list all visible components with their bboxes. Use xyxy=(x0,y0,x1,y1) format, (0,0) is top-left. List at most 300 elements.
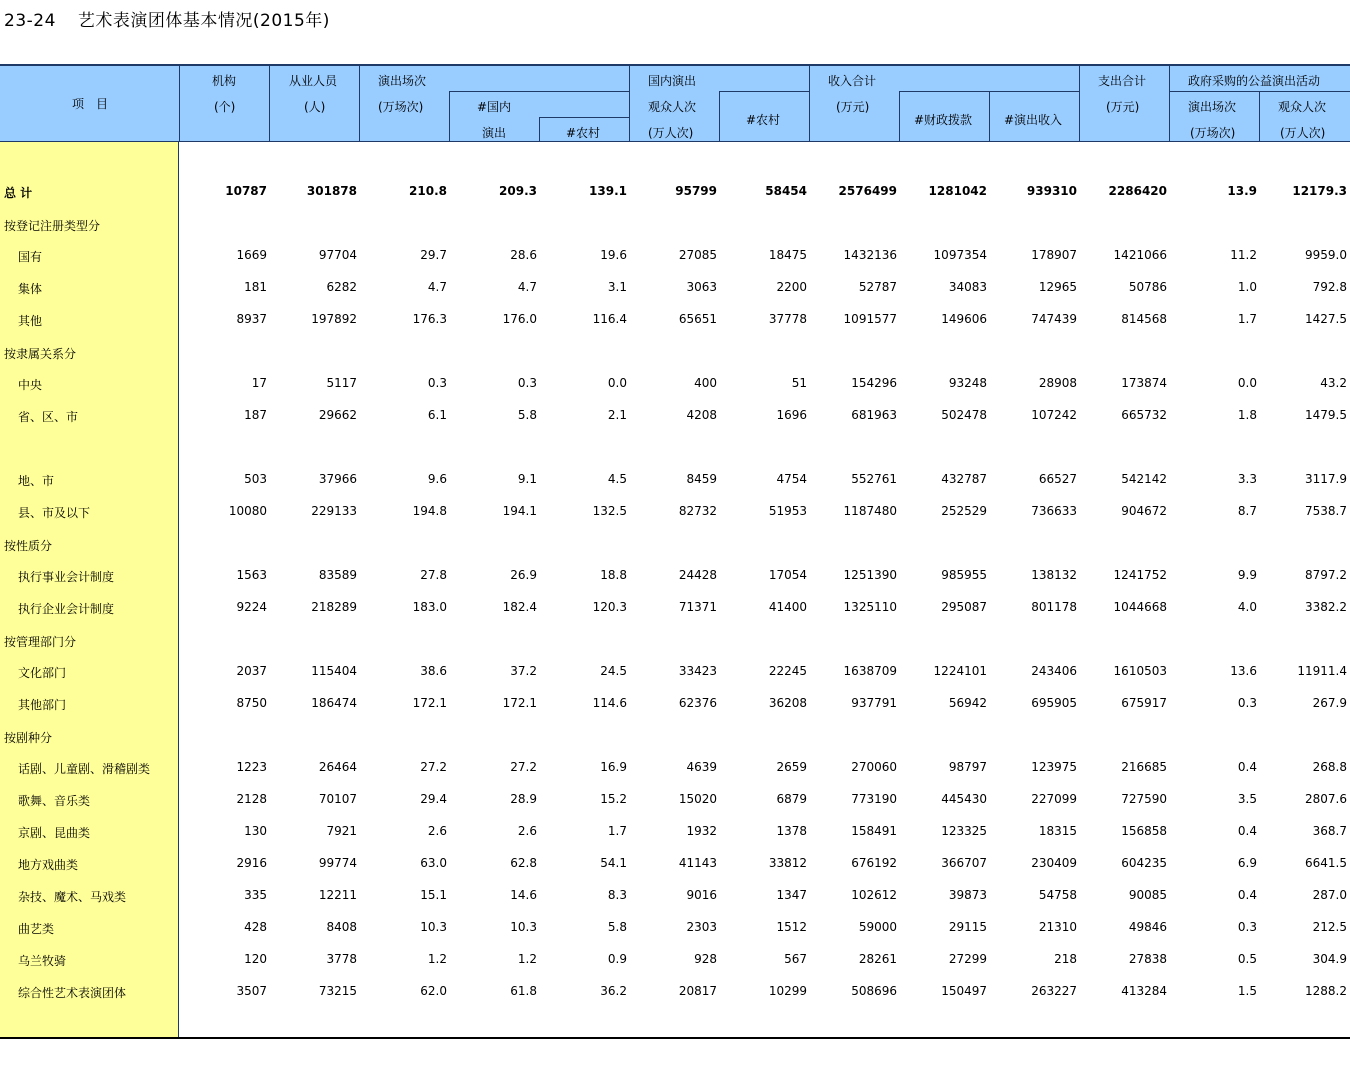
table-row xyxy=(0,950,1350,970)
cell-rural-audience: 51 xyxy=(791,376,807,390)
cell-rural-performances: 0.0 xyxy=(607,376,627,390)
header-perf-income: #演出收入 xyxy=(1004,113,1063,127)
cell-gov-performances: 8.7 xyxy=(1237,504,1257,518)
cell-fiscal-appropriation: 29115 xyxy=(948,920,987,934)
cell-performances: 9.6 xyxy=(427,472,447,486)
cell-rural-audience: 33812 xyxy=(768,856,807,870)
table-row xyxy=(0,854,1350,874)
cell-domestic-performances: 4.7 xyxy=(517,280,537,294)
cell-fiscal-appropriation: 27299 xyxy=(948,952,987,966)
cell-rural-performances: 54.1 xyxy=(600,856,627,870)
table-row xyxy=(0,374,1350,394)
cell-rural-audience: 1696 xyxy=(776,408,807,422)
row-label: 歌舞、音乐类 xyxy=(18,794,91,808)
table-row xyxy=(0,310,1350,330)
cell-gov-performances: 1.0 xyxy=(1237,280,1257,294)
cell-income: 676192 xyxy=(851,856,897,870)
cell-domestic-audience: 71371 xyxy=(678,600,717,614)
cell-rural-audience: 1378 xyxy=(776,824,807,838)
cell-performance-income: 227099 xyxy=(1031,792,1077,806)
cell-staff: 97704 xyxy=(318,248,357,262)
row-label: 话剧、儿童剧、滑稽剧类 xyxy=(18,762,151,776)
cell-domestic-performances: 62.8 xyxy=(510,856,537,870)
header-fiscal: #财政拨款 xyxy=(914,113,973,127)
cell-gov-audience: 212.5 xyxy=(1312,920,1347,934)
cell-domestic-audience: 8459 xyxy=(686,472,717,486)
cell-rural-audience: 567 xyxy=(784,952,807,966)
cell-expense: 727590 xyxy=(1121,792,1167,806)
cell-rural-performances: 114.6 xyxy=(592,696,627,710)
cell-expense: 50786 xyxy=(1128,280,1167,294)
cell-performance-income: 939310 xyxy=(1026,184,1077,198)
cell-gov-audience: 1479.5 xyxy=(1305,408,1347,422)
cell-staff: 7921 xyxy=(326,824,357,838)
cell-domestic-audience: 24428 xyxy=(678,568,717,582)
cell-domestic-audience: 400 xyxy=(694,376,717,390)
cell-gov-audience: 7538.7 xyxy=(1305,504,1347,518)
cell-income: 102612 xyxy=(851,888,897,902)
cell-performances: 2.6 xyxy=(427,824,447,838)
header-staff: 从业人员 xyxy=(289,74,338,88)
cell-gov-audience: 11911.4 xyxy=(1297,664,1347,678)
header-rural-perf: #农村 xyxy=(566,126,601,140)
cell-rural-audience: 17054 xyxy=(768,568,807,582)
row-label: 文化部门 xyxy=(18,666,67,680)
table-row xyxy=(0,246,1350,266)
cell-expense: 904672 xyxy=(1121,504,1167,518)
cell-rural-performances: 139.1 xyxy=(589,184,627,198)
cell-gov-performances: 3.3 xyxy=(1237,472,1257,486)
cell-rural-audience: 4754 xyxy=(776,472,807,486)
cell-performances: 4.7 xyxy=(427,280,447,294)
table-row xyxy=(0,758,1350,778)
cell-rural-performances: 8.3 xyxy=(607,888,627,902)
cell-domestic-performances: 28.9 xyxy=(510,792,537,806)
cell-fiscal-appropriation: 149606 xyxy=(941,312,987,326)
cell-performance-income: 801178 xyxy=(1031,600,1077,614)
cell-income: 59000 xyxy=(858,920,897,934)
cell-institutions: 503 xyxy=(244,472,267,486)
cell-domestic-performances: 209.3 xyxy=(499,184,537,198)
cell-gov-audience: 304.9 xyxy=(1312,952,1347,966)
cell-domestic-audience: 95799 xyxy=(675,184,717,198)
category-row xyxy=(0,343,1350,363)
cell-performances: 27.8 xyxy=(420,568,447,582)
row-label: 地、市 xyxy=(18,474,55,488)
cell-rural-performances: 36.2 xyxy=(600,984,627,998)
cell-performance-income: 218 xyxy=(1054,952,1077,966)
header-gov-audience-unit: (万人次) xyxy=(1280,126,1326,140)
cell-rural-audience: 58454 xyxy=(765,184,807,198)
cell-performance-income: 263227 xyxy=(1031,984,1077,998)
cell-domestic-audience: 20817 xyxy=(678,984,717,998)
cell-gov-audience: 287.0 xyxy=(1312,888,1347,902)
cell-performances: 62.0 xyxy=(420,984,447,998)
table-row xyxy=(0,278,1350,298)
cell-domestic-performances: 182.4 xyxy=(502,600,537,614)
header-gov-perf-unit: (万场次) xyxy=(1190,126,1236,140)
category-row xyxy=(0,727,1350,747)
cell-performances: 1.2 xyxy=(427,952,447,966)
cell-performances: 0.3 xyxy=(427,376,447,390)
cell-income: 937791 xyxy=(851,696,897,710)
cell-income: 508696 xyxy=(851,984,897,998)
header-domestic-perf-b: 演出 xyxy=(482,126,507,140)
header-income: 收入合计 xyxy=(828,74,877,88)
cell-domestic-audience: 33423 xyxy=(678,664,717,678)
header-domestic-audience: 国内演出 xyxy=(648,74,697,88)
cell-domestic-audience: 41143 xyxy=(678,856,717,870)
table-row xyxy=(0,918,1350,938)
cell-rural-performances: 120.3 xyxy=(592,600,627,614)
cell-performances: 38.6 xyxy=(420,664,447,678)
table-row xyxy=(0,662,1350,682)
cell-staff: 73215 xyxy=(318,984,357,998)
cell-domestic-performances: 176.0 xyxy=(502,312,537,326)
cell-rural-audience: 18475 xyxy=(768,248,807,262)
header-domestic-perf: #国内 xyxy=(477,100,512,114)
cell-domestic-audience: 1932 xyxy=(686,824,717,838)
cell-rural-audience: 41400 xyxy=(768,600,807,614)
cell-domestic-audience: 4639 xyxy=(686,760,717,774)
row-label: 综合性艺术表演团体 xyxy=(18,986,127,1000)
cell-domestic-audience: 62376 xyxy=(678,696,717,710)
cell-institutions: 1223 xyxy=(236,760,267,774)
cell-rural-audience: 37778 xyxy=(768,312,807,326)
cell-rural-audience: 10299 xyxy=(768,984,807,998)
cell-gov-performances: 3.5 xyxy=(1237,792,1257,806)
cell-gov-performances: 4.0 xyxy=(1237,600,1257,614)
cell-rural-performances: 24.5 xyxy=(600,664,627,678)
header-item: 项 目 xyxy=(72,97,109,111)
cell-fiscal-appropriation: 93248 xyxy=(948,376,987,390)
cell-rural-performances: 0.9 xyxy=(607,952,627,966)
cell-rural-audience: 51953 xyxy=(768,504,807,518)
cell-institutions: 120 xyxy=(244,952,267,966)
cell-performance-income: 18315 xyxy=(1038,824,1077,838)
cell-expense: 675917 xyxy=(1121,696,1167,710)
cell-fiscal-appropriation: 445430 xyxy=(941,792,987,806)
cell-expense: 665732 xyxy=(1121,408,1167,422)
table-title: 艺术表演团体基本情况(2015年) xyxy=(77,11,330,31)
cell-fiscal-appropriation: 34083 xyxy=(948,280,987,294)
cell-gov-audience: 6641.5 xyxy=(1305,856,1347,870)
cell-rural-audience: 2659 xyxy=(776,760,807,774)
cell-performances: 10.3 xyxy=(420,920,447,934)
cell-performances: 29.7 xyxy=(420,248,447,262)
cell-income: 1187480 xyxy=(843,504,897,518)
cell-staff: 99774 xyxy=(318,856,357,870)
cell-fiscal-appropriation: 39873 xyxy=(948,888,987,902)
header-expense-unit: (万元) xyxy=(1106,100,1140,114)
cell-gov-performances: 1.5 xyxy=(1237,984,1257,998)
cell-gov-audience: 792.8 xyxy=(1312,280,1347,294)
cell-expense: 604235 xyxy=(1121,856,1167,870)
cell-income: 1432136 xyxy=(843,248,897,262)
cell-fiscal-appropriation: 432787 xyxy=(941,472,987,486)
cell-performances: 172.1 xyxy=(412,696,447,710)
cell-gov-audience: 3117.9 xyxy=(1305,472,1347,486)
cell-performance-income: 21310 xyxy=(1038,920,1077,934)
cell-expense: 1421066 xyxy=(1113,248,1167,262)
cell-fiscal-appropriation: 985955 xyxy=(941,568,987,582)
cell-performance-income: 12965 xyxy=(1038,280,1077,294)
cell-domestic-performances: 27.2 xyxy=(510,760,537,774)
cell-staff: 3778 xyxy=(326,952,357,966)
cell-performance-income: 747439 xyxy=(1031,312,1077,326)
cell-gov-performances: 1.7 xyxy=(1237,312,1257,326)
cell-gov-audience: 8797.2 xyxy=(1305,568,1347,582)
cell-gov-audience: 2807.6 xyxy=(1305,792,1347,806)
cell-fiscal-appropriation: 252529 xyxy=(941,504,987,518)
table-row xyxy=(0,598,1350,618)
cell-performances: 27.2 xyxy=(420,760,447,774)
cell-domestic-performances: 37.2 xyxy=(510,664,537,678)
cell-domestic-audience: 82732 xyxy=(678,504,717,518)
cell-performance-income: 66527 xyxy=(1038,472,1077,486)
cell-income: 2576499 xyxy=(838,184,897,198)
cell-gov-performances: 6.9 xyxy=(1237,856,1257,870)
cell-domestic-audience: 4208 xyxy=(686,408,717,422)
cell-rural-performances: 3.1 xyxy=(607,280,627,294)
cell-performance-income: 54758 xyxy=(1038,888,1077,902)
cell-income: 773190 xyxy=(851,792,897,806)
row-label: 总 计 xyxy=(4,186,33,200)
cell-performances: 183.0 xyxy=(412,600,447,614)
table-row xyxy=(0,790,1350,810)
cell-domestic-audience: 27085 xyxy=(678,248,717,262)
cell-expense: 1044668 xyxy=(1113,600,1167,614)
cell-rural-performances: 132.5 xyxy=(592,504,627,518)
cell-income: 1325110 xyxy=(843,600,897,614)
cell-income: 270060 xyxy=(851,760,897,774)
cell-staff: 229133 xyxy=(311,504,357,518)
row-label: 中央 xyxy=(18,378,43,392)
cell-gov-performances: 0.4 xyxy=(1237,888,1257,902)
cell-fiscal-appropriation: 1224101 xyxy=(933,664,987,678)
cell-domestic-performances: 9.1 xyxy=(517,472,537,486)
cell-institutions: 10080 xyxy=(228,504,267,518)
cell-gov-performances: 1.8 xyxy=(1237,408,1257,422)
cell-staff: 6282 xyxy=(326,280,357,294)
cell-expense: 49846 xyxy=(1128,920,1167,934)
cell-performances: 176.3 xyxy=(412,312,447,326)
cell-gov-performances: 13.6 xyxy=(1230,664,1257,678)
cell-gov-performances: 0.5 xyxy=(1237,952,1257,966)
cell-gov-performances: 0.3 xyxy=(1237,696,1257,710)
cell-fiscal-appropriation: 56942 xyxy=(948,696,987,710)
header-rural-audience: #农村 xyxy=(746,113,781,127)
cell-expense: 2286420 xyxy=(1108,184,1167,198)
cell-income: 158491 xyxy=(851,824,897,838)
header-performances: 演出场次 xyxy=(378,74,427,88)
cell-performances: 63.0 xyxy=(420,856,447,870)
cell-institutions: 10787 xyxy=(225,184,267,198)
cell-income: 681963 xyxy=(851,408,897,422)
cell-performances: 15.1 xyxy=(420,888,447,902)
cell-expense: 27838 xyxy=(1128,952,1167,966)
cell-income: 28261 xyxy=(858,952,897,966)
cell-domestic-audience: 928 xyxy=(694,952,717,966)
cell-fiscal-appropriation: 150497 xyxy=(941,984,987,998)
cell-domestic-performances: 1.2 xyxy=(517,952,537,966)
cell-staff: 5117 xyxy=(326,376,357,390)
cell-gov-audience: 267.9 xyxy=(1312,696,1347,710)
cell-domestic-audience: 65651 xyxy=(678,312,717,326)
cell-fiscal-appropriation: 1097354 xyxy=(933,248,987,262)
cell-staff: 301878 xyxy=(306,184,357,198)
cell-staff: 12211 xyxy=(318,888,357,902)
cell-staff: 186474 xyxy=(311,696,357,710)
row-label: 按管理部门分 xyxy=(4,635,77,649)
cell-staff: 197892 xyxy=(311,312,357,326)
total-row xyxy=(0,182,1350,202)
row-label: 京剧、昆曲类 xyxy=(18,826,91,840)
cell-rural-performances: 116.4 xyxy=(592,312,627,326)
cell-rural-audience: 22245 xyxy=(768,664,807,678)
cell-gov-audience: 12179.3 xyxy=(1292,184,1347,198)
table-bottom-border xyxy=(0,1037,1350,1039)
cell-gov-performances: 0.4 xyxy=(1237,824,1257,838)
row-label: 县、市及以下 xyxy=(18,506,91,520)
cell-domestic-audience: 9016 xyxy=(686,888,717,902)
cell-income: 1251390 xyxy=(843,568,897,582)
cell-institutions: 2037 xyxy=(236,664,267,678)
header-domestic-audience-b: 观众人次 xyxy=(648,100,697,114)
row-label: 集体 xyxy=(18,282,43,296)
row-label: 国有 xyxy=(18,250,43,264)
cell-institutions: 130 xyxy=(244,824,267,838)
cell-rural-performances: 4.5 xyxy=(607,472,627,486)
header-institutions: 机构 xyxy=(212,74,237,88)
cell-gov-audience: 268.8 xyxy=(1312,760,1347,774)
cell-rural-performances: 16.9 xyxy=(600,760,627,774)
cell-expense: 1241752 xyxy=(1113,568,1167,582)
header-income-unit: (万元) xyxy=(836,100,870,114)
cell-gov-audience: 9959.0 xyxy=(1305,248,1347,262)
cell-performance-income: 230409 xyxy=(1031,856,1077,870)
cell-staff: 70107 xyxy=(318,792,357,806)
cell-expense: 156858 xyxy=(1121,824,1167,838)
header-institutions-unit: (个) xyxy=(214,100,236,114)
cell-staff: 83589 xyxy=(318,568,357,582)
cell-gov-performances: 0.3 xyxy=(1237,920,1257,934)
cell-staff: 37966 xyxy=(318,472,357,486)
cell-performances: 29.4 xyxy=(420,792,447,806)
cell-staff: 26464 xyxy=(318,760,357,774)
cell-performance-income: 736633 xyxy=(1031,504,1077,518)
cell-gov-audience: 43.2 xyxy=(1320,376,1347,390)
table-code: 23-24 xyxy=(4,11,56,31)
cell-income: 52787 xyxy=(858,280,897,294)
cell-income: 154296 xyxy=(851,376,897,390)
cell-staff: 115404 xyxy=(311,664,357,678)
cell-rural-audience: 6879 xyxy=(776,792,807,806)
cell-rural-performances: 19.6 xyxy=(600,248,627,262)
row-label: 按性质分 xyxy=(4,539,53,553)
row-label: 执行事业会计制度 xyxy=(18,570,115,584)
cell-gov-performances: 9.9 xyxy=(1237,568,1257,582)
cell-fiscal-appropriation: 123325 xyxy=(941,824,987,838)
cell-rural-performances: 15.2 xyxy=(600,792,627,806)
cell-gov-audience: 368.7 xyxy=(1312,824,1347,838)
cell-performances: 194.8 xyxy=(412,504,447,518)
row-label: 曲艺类 xyxy=(18,922,55,936)
cell-institutions: 8937 xyxy=(236,312,267,326)
row-label: 其他 xyxy=(18,314,43,328)
category-row xyxy=(0,535,1350,555)
cell-domestic-performances: 14.6 xyxy=(510,888,537,902)
cell-performances: 6.1 xyxy=(427,408,447,422)
cell-institutions: 335 xyxy=(244,888,267,902)
table-header xyxy=(0,64,1350,142)
cell-performance-income: 695905 xyxy=(1031,696,1077,710)
cell-institutions: 17 xyxy=(251,376,267,390)
cell-expense: 542142 xyxy=(1121,472,1167,486)
cell-staff: 29662 xyxy=(318,408,357,422)
cell-institutions: 3507 xyxy=(236,984,267,998)
cell-rural-audience: 2200 xyxy=(776,280,807,294)
cell-performance-income: 28908 xyxy=(1038,376,1077,390)
cell-gov-audience: 1288.2 xyxy=(1305,984,1347,998)
cell-rural-performances: 1.7 xyxy=(607,824,627,838)
table-row xyxy=(0,470,1350,490)
cell-income: 1638709 xyxy=(843,664,897,678)
table-row xyxy=(0,694,1350,714)
row-label: 地方戏曲类 xyxy=(18,858,79,872)
cell-gov-audience: 3382.2 xyxy=(1305,600,1347,614)
cell-income: 552761 xyxy=(851,472,897,486)
category-row xyxy=(0,631,1350,651)
cell-gov-performances: 13.9 xyxy=(1227,184,1257,198)
header-expense: 支出合计 xyxy=(1098,74,1147,88)
cell-income: 1091577 xyxy=(843,312,897,326)
cell-expense: 1610503 xyxy=(1113,664,1167,678)
cell-gov-performances: 0.0 xyxy=(1237,376,1257,390)
cell-fiscal-appropriation: 502478 xyxy=(941,408,987,422)
cell-domestic-performances: 61.8 xyxy=(510,984,537,998)
cell-gov-performances: 0.4 xyxy=(1237,760,1257,774)
cell-rural-audience: 1512 xyxy=(776,920,807,934)
row-label: 乌兰牧骑 xyxy=(18,954,67,968)
cell-domestic-audience: 2303 xyxy=(686,920,717,934)
row-label: 按隶属关系分 xyxy=(4,347,77,361)
header-gov-perf: 演出场次 xyxy=(1188,100,1237,114)
cell-domestic-performances: 2.6 xyxy=(517,824,537,838)
table-row xyxy=(0,406,1350,426)
table-row xyxy=(0,502,1350,522)
cell-institutions: 8750 xyxy=(236,696,267,710)
cell-performance-income: 178907 xyxy=(1031,248,1077,262)
cell-rural-performances: 18.8 xyxy=(600,568,627,582)
cell-fiscal-appropriation: 1281042 xyxy=(928,184,987,198)
cell-institutions: 1563 xyxy=(236,568,267,582)
cell-domestic-audience: 15020 xyxy=(678,792,717,806)
cell-domestic-performances: 0.3 xyxy=(517,376,537,390)
cell-expense: 814568 xyxy=(1121,312,1167,326)
row-label: 杂技、魔术、马戏类 xyxy=(18,890,127,904)
page-title xyxy=(4,6,330,31)
header-domestic-audience-unit: (万人次) xyxy=(648,126,694,140)
cell-performances: 210.8 xyxy=(409,184,447,198)
cell-institutions: 428 xyxy=(244,920,267,934)
cell-domestic-performances: 28.6 xyxy=(510,248,537,262)
header-gov-public: 政府采购的公益演出活动 xyxy=(1188,74,1321,88)
row-label: 省、区、市 xyxy=(18,410,79,424)
cell-institutions: 1669 xyxy=(236,248,267,262)
header-gov-audience: 观众人次 xyxy=(1278,100,1327,114)
cell-performance-income: 123975 xyxy=(1031,760,1077,774)
